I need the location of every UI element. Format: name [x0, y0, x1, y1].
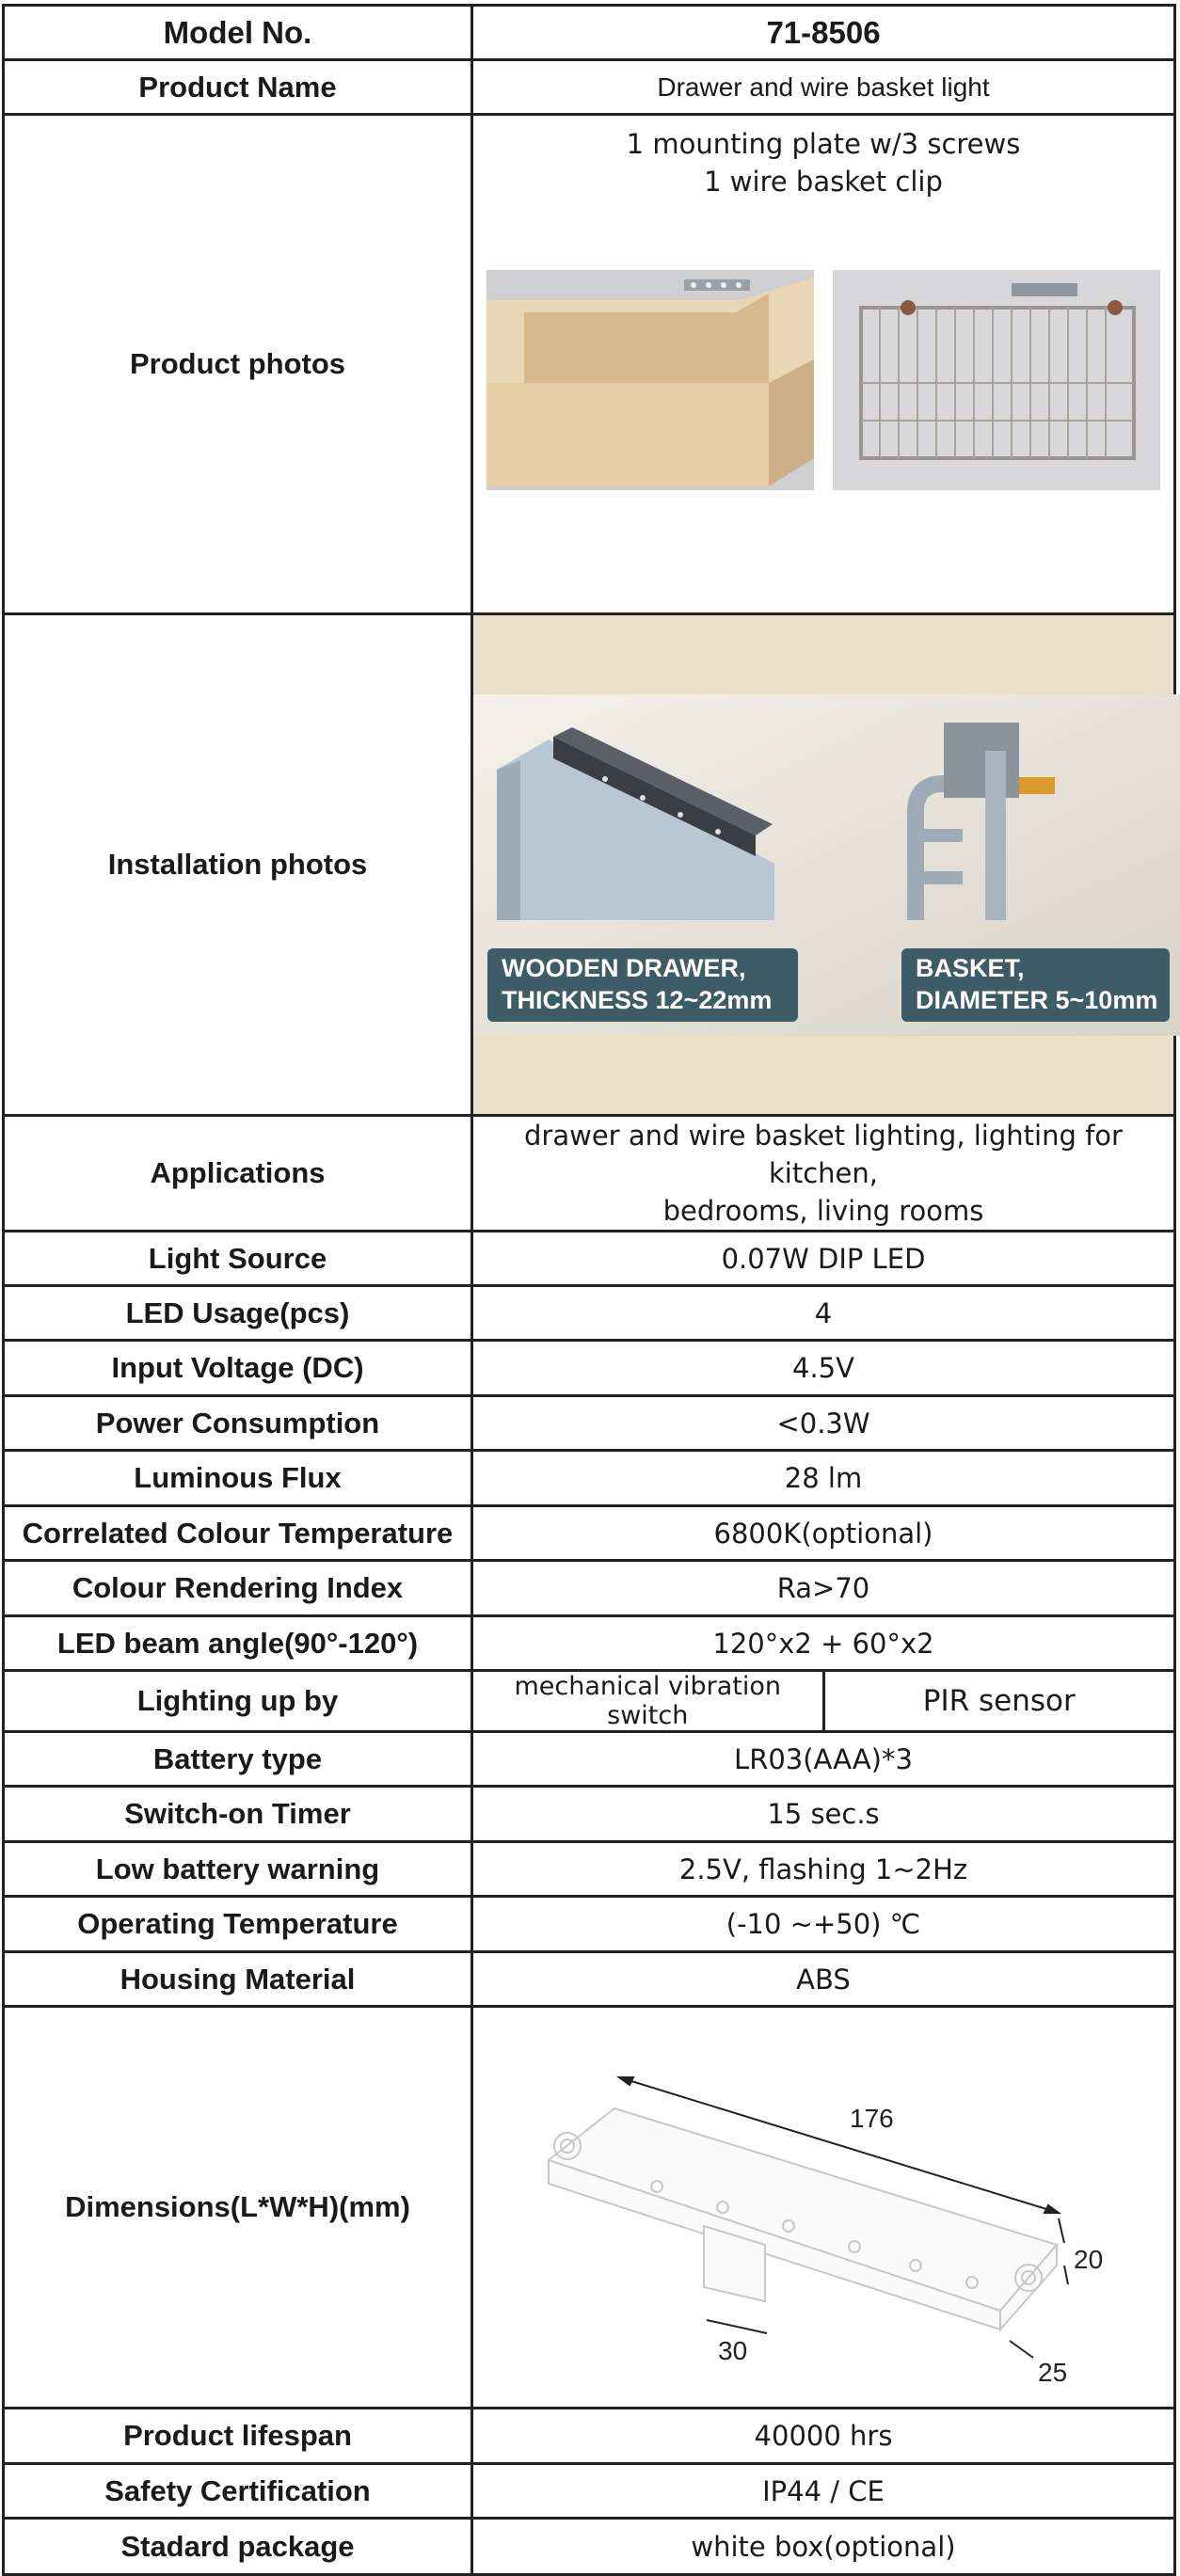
height-dimension: 20 [1074, 2245, 1104, 2274]
row-label: Battery type [4, 1732, 472, 1787]
row-label: Product lifespan [4, 2409, 472, 2464]
row-product-name [4, 60, 1175, 115]
row-value: <0.3W [472, 1396, 1175, 1451]
row-model [4, 6, 1175, 60]
row-label: Applications [4, 1116, 472, 1232]
row-cri [4, 1561, 1175, 1616]
row-light-source [4, 1232, 1175, 1286]
row-value: 4.5V [472, 1341, 1175, 1396]
row-label: Product photos [4, 115, 472, 614]
row-label: Installation photos [4, 614, 472, 1116]
row-battery-type [4, 1732, 1175, 1787]
row-value: 71-8506 [472, 6, 1175, 60]
row-value: 6800K(optional) [472, 1506, 1175, 1561]
row-label: Correlated Colour Temperature [4, 1506, 472, 1561]
applications-line: drawer and wire basket lighting, lighting for kitchen, [524, 1120, 1123, 1189]
row-operating-temperature [4, 1897, 1175, 1952]
drawer-caption-line2: THICKNESS 12~22mm [502, 985, 773, 1014]
row-label: Power Consumption [4, 1396, 472, 1451]
row-label: Switch-on Timer [4, 1787, 472, 1842]
row-label: Product Name [4, 60, 472, 115]
row-dimensions [4, 2007, 1175, 2409]
basket-caption-line1: BASKET, [916, 953, 1025, 982]
length-dimension: 176 [850, 2104, 894, 2133]
row-lifespan [4, 2409, 1175, 2464]
installation-illustration [473, 694, 1180, 1036]
row-input-voltage [4, 1341, 1175, 1396]
row-package [4, 2519, 1175, 2575]
row-installation-photos [4, 614, 1175, 1116]
dimensions-panel [472, 2007, 1175, 2409]
row-label: Stadard package [4, 2519, 472, 2575]
sensor-option: PIR sensor [922, 1684, 1076, 1718]
row-beam-angle [4, 1616, 1175, 1671]
row-value: Drawer and wire basket light [472, 60, 1175, 115]
row-value: ABS [472, 1952, 1175, 2007]
package-note-line: 1 mounting plate w/3 screws [626, 128, 1021, 160]
row-value: 40000 hrs [472, 2409, 1175, 2464]
plate-dimension: 30 [718, 2336, 748, 2365]
row-label: Operating Temperature [4, 1897, 472, 1952]
basket-photo [833, 270, 1160, 490]
spec-table [2, 4, 1176, 2576]
row-value: IP44 / CE [472, 2464, 1175, 2519]
width-dimension: 25 [1038, 2358, 1068, 2387]
row-value: LR03(AAA)*3 [472, 1732, 1175, 1787]
row-value: 28 lm [472, 1451, 1175, 1506]
row-value: 2.5V, flashing 1~2Hz [472, 1842, 1175, 1897]
row-value: 15 sec.s [472, 1787, 1175, 1842]
row-switch-timer [4, 1787, 1175, 1842]
row-value: 4 [472, 1286, 1175, 1341]
row-value: Ra>70 [472, 1561, 1175, 1616]
row-value [472, 1116, 1175, 1232]
row-value: 0.07W DIP LED [472, 1232, 1175, 1286]
row-label: Light Source [4, 1232, 472, 1286]
row-applications [4, 1116, 1175, 1232]
applications-line: bedrooms, living rooms [662, 1195, 984, 1227]
row-lighting-up [4, 1671, 1175, 1732]
row-label: Low battery warning [4, 1842, 472, 1897]
dimension-drawing [473, 2019, 1180, 2395]
row-label: Dimensions(L*W*H)(mm) [4, 2007, 472, 2409]
row-label: LED Usage(pcs) [4, 1286, 472, 1341]
row-housing [4, 1952, 1175, 2007]
installation-panel [472, 614, 1175, 1116]
drawer-photo [486, 270, 814, 490]
row-low-battery [4, 1842, 1175, 1897]
basket-caption-line2: DIAMETER 5~10mm [916, 985, 1158, 1014]
row-label: Lighting up by [4, 1671, 472, 1732]
row-luminous-flux [4, 1451, 1175, 1506]
package-note-line: 1 wire basket clip [704, 166, 943, 198]
switch-option: mechanical vibration switch [473, 1672, 825, 1730]
row-label: Input Voltage (DC) [4, 1341, 472, 1396]
row-value [472, 115, 1175, 614]
row-label: Model No. [4, 6, 472, 60]
row-certification [4, 2464, 1175, 2519]
row-value-split [472, 1671, 1175, 1732]
row-product-photos [4, 115, 1175, 614]
drawer-caption-line1: WOODEN DRAWER, [502, 953, 746, 982]
row-value: (-10 ~+50) ℃ [472, 1897, 1175, 1952]
row-power [4, 1396, 1175, 1451]
row-label: LED beam angle(90°-120°) [4, 1616, 472, 1671]
row-cct [4, 1506, 1175, 1561]
row-label: Colour Rendering Index [4, 1561, 472, 1616]
row-label: Housing Material [4, 1952, 472, 2007]
row-label: Luminous Flux [4, 1451, 472, 1506]
row-value: 120°x2 + 60°x2 [472, 1616, 1175, 1671]
row-value: white box(optional) [472, 2519, 1175, 2575]
row-led-usage [4, 1286, 1175, 1341]
row-label: Safety Certification [4, 2464, 472, 2519]
